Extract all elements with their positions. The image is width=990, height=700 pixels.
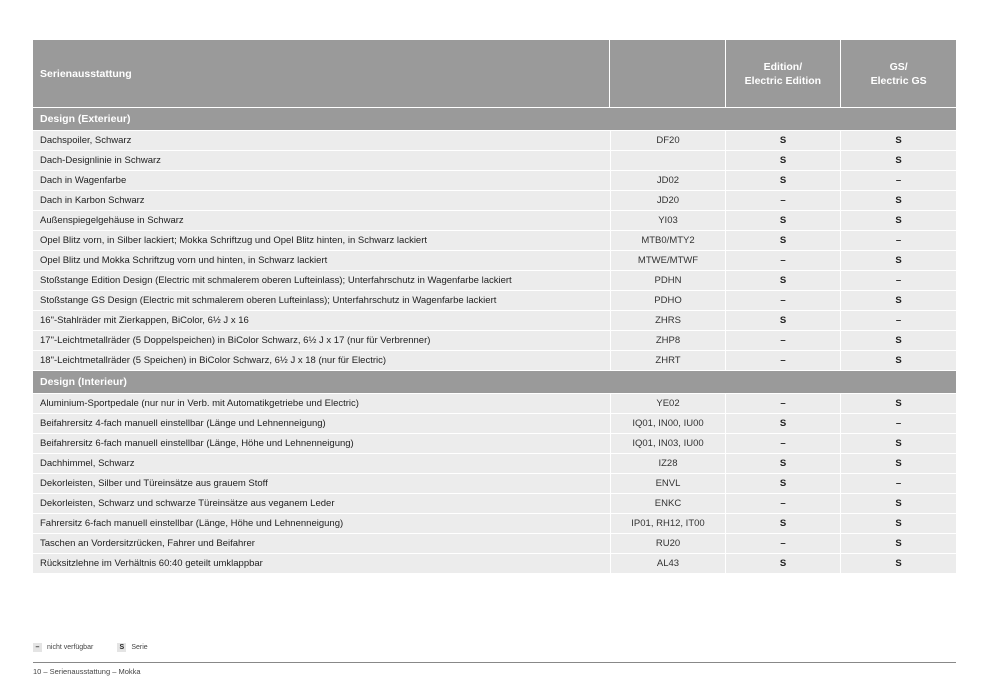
table-row — [33, 553, 956, 573]
feature-description: Fahrersitz 6-fach manuell einstellbar (Länge, Höhe und Lehnenneigung) — [33, 514, 611, 533]
header-code — [610, 40, 726, 107]
feature-description: Rücksitzlehne im Verhältnis 60:40 geteilt umklappbar — [33, 554, 611, 573]
table-row — [33, 230, 956, 250]
section-header: Design (Exterieur) — [33, 107, 956, 130]
gs-availability: S — [841, 191, 956, 210]
table-row — [33, 513, 956, 533]
table-row — [33, 453, 956, 473]
feature-description: Dachhimmel, Schwarz — [33, 454, 611, 473]
gs-availability: S — [841, 434, 956, 453]
gs-availability: – — [841, 311, 956, 330]
feature-description: Dach in Wagenfarbe — [33, 171, 611, 190]
legend — [33, 643, 148, 652]
feature-description: 17"-Leichtmetallräder (5 Doppelspeichen) in BiColor Schwarz, 6½ J x 17 (nur für Verbrenner) — [33, 331, 611, 350]
option-code: IQ01, IN03, IU00 — [611, 434, 726, 453]
table-row — [33, 150, 956, 170]
option-code: ENKC — [611, 494, 726, 513]
option-code: AL43 — [611, 554, 726, 573]
table-row — [33, 473, 956, 493]
option-code: JD20 — [611, 191, 726, 210]
option-code: YE02 — [611, 394, 726, 413]
dash-label: nicht verfügbar — [47, 644, 94, 651]
feature-description: Opel Blitz vorn, in Silber lackiert; Mokka Schriftzug und Opel Blitz hinten, in Schwarz lackiert — [33, 231, 611, 250]
gs-availability: S — [841, 494, 956, 513]
feature-description: Beifahrersitz 6-fach manuell einstellbar (Länge, Höhe und Lehnenneigung) — [33, 434, 611, 453]
edition-availability: S — [726, 454, 841, 473]
option-code: ENVL — [611, 474, 726, 493]
s-label: Serie — [131, 644, 148, 651]
header-serienausstattung: Serienausstattung — [33, 40, 610, 107]
table-row — [33, 533, 956, 553]
feature-description: Dachspoiler, Schwarz — [33, 131, 611, 150]
feature-description: Dach in Karbon Schwarz — [33, 191, 611, 210]
table-row — [33, 130, 956, 150]
option-code: DF20 — [611, 131, 726, 150]
gs-availability: – — [841, 414, 956, 433]
gs-availability: S — [841, 554, 956, 573]
edition-availability: – — [726, 434, 841, 453]
edition-availability: S — [726, 414, 841, 433]
dash-symbol: – — [33, 643, 42, 652]
table-row — [33, 330, 956, 350]
feature-description: 18"-Leichtmetallräder (5 Speichen) in BiColor Schwarz, 6½ J x 18 (nur für Electric) — [33, 351, 611, 370]
option-code: JD02 — [611, 171, 726, 190]
option-code: PDHN — [611, 271, 726, 290]
edition-availability: S — [726, 474, 841, 493]
edition-availability: – — [726, 394, 841, 413]
edition-availability: S — [726, 554, 841, 573]
option-code: MTB0/MTY2 — [611, 231, 726, 250]
option-code — [611, 151, 726, 170]
gs-availability: – — [841, 231, 956, 250]
gs-availability: S — [841, 394, 956, 413]
feature-description: Stoßstange Edition Design (Electric mit schmalerem oberen Lufteinlass); Unterfahrschutz in Wagenfarbe lackiert — [33, 271, 611, 290]
edition-availability: S — [726, 514, 841, 533]
gs-availability: S — [841, 151, 956, 170]
gs-availability: S — [841, 251, 956, 270]
option-code: ZHP8 — [611, 331, 726, 350]
footer-divider — [33, 662, 956, 663]
table-row — [33, 290, 956, 310]
table-row — [33, 210, 956, 230]
option-code: IZ28 — [611, 454, 726, 473]
feature-description: Dekorleisten, Schwarz und schwarze Türeinsätze aus veganem Leder — [33, 494, 611, 513]
gs-availability: S — [841, 534, 956, 553]
edition-availability: – — [726, 494, 841, 513]
gs-availability: S — [841, 351, 956, 370]
header-edition: Edition/ Electric Edition — [726, 40, 842, 107]
feature-description: Dekorleisten, Silber und Türeinsätze aus grauem Stoff — [33, 474, 611, 493]
gs-availability: S — [841, 454, 956, 473]
feature-description: 16"-Stahlräder mit Zierkappen, BiColor, 6½ J x 16 — [33, 311, 611, 330]
feature-description: Dach-Designlinie in Schwarz — [33, 151, 611, 170]
gs-availability: S — [841, 131, 956, 150]
edition-availability: – — [726, 534, 841, 553]
table-row — [33, 350, 956, 370]
option-code: RU20 — [611, 534, 726, 553]
table-row — [33, 250, 956, 270]
gs-availability: S — [841, 514, 956, 533]
table-row — [33, 413, 956, 433]
edition-availability: – — [726, 351, 841, 370]
option-code: IQ01, IN00, IU00 — [611, 414, 726, 433]
edition-availability: S — [726, 311, 841, 330]
equipment-table — [33, 40, 956, 573]
header-gs: GS/ Electric GS — [870, 60, 927, 87]
edition-availability: S — [726, 151, 841, 170]
page-footer: 10 – Serienausstattung – Mokka — [33, 667, 141, 676]
feature-description: Opel Blitz und Mokka Schriftzug vorn und hinten, in Schwarz lackiert — [33, 251, 611, 270]
option-code: ZHRS — [611, 311, 726, 330]
table-row — [33, 170, 956, 190]
table-row — [33, 493, 956, 513]
option-code: ZHRT — [611, 351, 726, 370]
feature-description: Stoßstange GS Design (Electric mit schmalerem oberen Lufteinlass); Unterfahrschutz in Wagenfarbe lackiert — [33, 291, 611, 310]
gs-availability: – — [841, 474, 956, 493]
edition-availability: S — [726, 131, 841, 150]
feature-description: Beifahrersitz 4-fach manuell einstellbar (Länge und Lehnenneigung) — [33, 414, 611, 433]
feature-description: Außenspiegelgehäuse in Schwarz — [33, 211, 611, 230]
edition-availability: – — [726, 331, 841, 350]
feature-description: Aluminium-Sportpedale (nur nur in Verb. mit Automatikgetriebe und Electric) — [33, 394, 611, 413]
option-code: IP01, RH12, IT00 — [611, 514, 726, 533]
table-row — [33, 393, 956, 413]
gs-availability: – — [841, 171, 956, 190]
gs-availability: S — [841, 331, 956, 350]
gs-availability: S — [841, 291, 956, 310]
edition-availability: S — [726, 211, 841, 230]
edition-availability: – — [726, 291, 841, 310]
edition-availability: S — [726, 171, 841, 190]
table-header — [33, 40, 956, 107]
s-symbol: S — [117, 643, 126, 652]
edition-availability: S — [726, 231, 841, 250]
table-body — [33, 107, 956, 573]
table-row — [33, 270, 956, 290]
option-code: PDHO — [611, 291, 726, 310]
edition-availability: – — [726, 251, 841, 270]
table-row — [33, 190, 956, 210]
option-code: YI03 — [611, 211, 726, 230]
section-header: Design (Interieur) — [33, 370, 956, 393]
edition-availability: – — [726, 191, 841, 210]
table-row — [33, 433, 956, 453]
feature-description: Taschen an Vordersitzrücken, Fahrer und Beifahrer — [33, 534, 611, 553]
gs-availability: – — [841, 271, 956, 290]
option-code: MTWE/MTWF — [611, 251, 726, 270]
table-row — [33, 310, 956, 330]
gs-availability: S — [841, 211, 956, 230]
edition-availability: S — [726, 271, 841, 290]
